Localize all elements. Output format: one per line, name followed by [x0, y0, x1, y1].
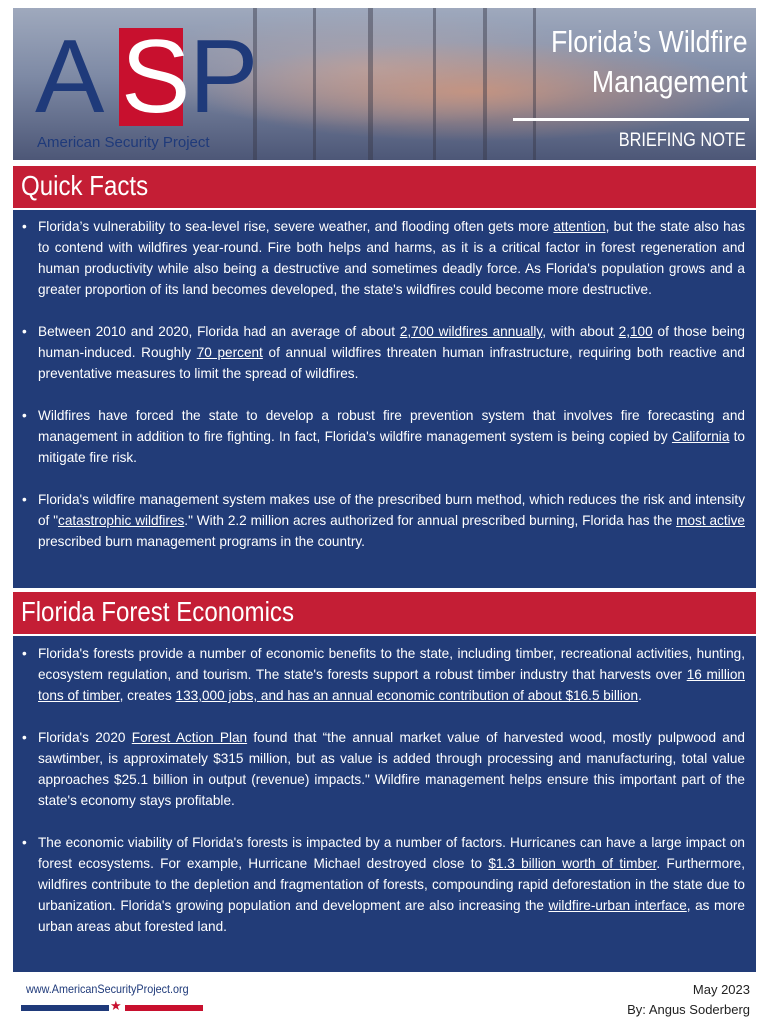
title-line-1: Florida’s Wildfire: [551, 24, 748, 59]
hyperlink[interactable]: catastrophic wildfires: [58, 513, 185, 528]
header-banner: [13, 8, 756, 160]
bullet-text: , with about: [542, 324, 619, 339]
asp-logo: [21, 19, 259, 135]
tree-trunk-decor: [433, 8, 436, 160]
section-heading-text: Quick Facts: [21, 170, 149, 201]
bullet-text: Florida's 2020: [38, 730, 132, 745]
tree-trunk-decor: [533, 8, 536, 160]
bullet-text: Florida's forests provide a number of economic benefits to the state, including timber, recreational activities, hunting, ecosystem regulation, and tourism. The state's forests support a robust timber industry that harvests over: [38, 646, 745, 682]
bullet-text: of annual wildfires threaten human infrastructure, requiring both reactive and preventative measures to limit the spread of wildfires.: [38, 345, 745, 381]
hyperlink[interactable]: 2,700 wildfires annually: [399, 324, 543, 339]
section-body-quick-facts: [13, 210, 756, 588]
hyperlink[interactable]: 2,100: [618, 324, 653, 339]
bullet-text: prescribed burn management programs in the country.: [38, 534, 365, 549]
bullet-item: [38, 321, 745, 384]
logo-letter-s: S: [121, 19, 191, 135]
star-icon: ★: [110, 998, 122, 1013]
section-heading-forest-economics: [13, 592, 756, 634]
bullet-item: [38, 832, 745, 937]
logo-letter-a: A: [35, 19, 105, 135]
hyperlink[interactable]: wildfire-urban interface: [548, 898, 687, 913]
footer-website-link[interactable]: www.AmericanSecurityProject.org: [26, 982, 189, 996]
bullet-text: , as more urban areas abut forested land.: [38, 898, 745, 934]
tree-trunk-decor: [483, 8, 487, 160]
logo-letter-p: P: [189, 19, 259, 135]
section-body-forest-economics: [13, 636, 756, 972]
title-line-2: Management: [592, 64, 748, 99]
bullet-text: Florida's wildfire management system makes use of the prescribed burn method, which reduces the risk and intensity of ": [38, 492, 745, 528]
section-heading-text: Florida Forest Economics: [21, 596, 294, 627]
bullet-text: found that “the annual market value of harvested wood, mostly pulpwood and sawtimber, is approximately $315 million, but as value is added through processing and manufacturing, total value approaches $25.1 billion in output (revenue) impacts." Wildfire management helps ensure this important part of the state's economy stays profitable.: [38, 730, 745, 808]
flag-blue-stripe: [21, 1005, 109, 1011]
bullet-text: , creates: [119, 688, 176, 703]
hyperlink[interactable]: 70 percent: [196, 345, 263, 360]
hyperlink[interactable]: 133,000 jobs, and has an annual economic contribution of about $16.5 billion: [175, 688, 639, 703]
bullet-list: [13, 636, 756, 937]
bullet-text: to mitigate fire risk.: [38, 429, 745, 465]
flag-stripe-decor: [21, 998, 203, 1013]
title-divider: [513, 118, 749, 121]
bullet-text: of those being human-induced. Roughly: [38, 324, 745, 360]
bullet-text: Wildfires have forced the state to develop a robust fire prevention system that involves fire forecasting and management in addition to fire fighting. In fact, Florida's wildfire management system is being copied by: [38, 408, 745, 444]
bullet-item: [38, 727, 745, 811]
author-byline: By: Angus Soderberg: [627, 1002, 750, 1017]
bullet-list: [13, 210, 756, 552]
tree-trunk-decor: [313, 8, 316, 160]
bullet-text: The economic viability of Florida's forests is impacted by a number of factors. Hurricanes can have a large impact on forest ecosystems. For example, Hurricane Michael destroyed close to: [38, 835, 745, 871]
hyperlink[interactable]: $1.3 billion worth of timber: [488, 856, 657, 871]
hyperlink[interactable]: attention: [553, 219, 606, 234]
bullet-text: Between 2010 and 2020, Florida had an average of about: [38, 324, 400, 339]
hyperlink[interactable]: 16 million tons of timber: [38, 667, 745, 703]
bullet-item: [38, 216, 745, 300]
bullet-text: .: [638, 688, 642, 703]
publication-date: May 2023: [692, 982, 750, 997]
hyperlink[interactable]: most active: [676, 513, 745, 528]
hyperlink[interactable]: California: [671, 429, 730, 444]
bullet-text: Florida’s vulnerability to sea-level rise, severe weather, and flooding often gets more: [38, 219, 554, 234]
logo-subtitle: American Security Project: [37, 134, 210, 151]
document-title: [551, 22, 748, 102]
bullet-text: ." With 2.2 million acres authorized for annual prescribed burning, Florida has the: [184, 513, 677, 528]
tree-trunk-decor: [368, 8, 373, 160]
flag-red-stripe: [125, 1005, 203, 1011]
bullet-text: . Furthermore, wildfires contribute to the depletion and fragmentation of forests, compounding rapid deforestation in the state due to urbanization. Florida's growing population and development are also increasing the: [38, 856, 745, 913]
footer-meta: [627, 980, 750, 1020]
bullet-item: [38, 405, 745, 468]
hyperlink[interactable]: Forest Action Plan: [131, 730, 248, 745]
section-heading-quick-facts: [13, 166, 756, 208]
bullet-text: , but the state also has to contend with wildfires year-round. Fire both helps and harms, as it is a critical factor in forest regeneration and human productivity while also being a destructive and sometimes deadly force. As Florida's population grows and a greater proportion of its land becomes developed, the state's wildfires could become more destructive.: [38, 219, 745, 297]
bullet-item: [38, 643, 745, 706]
bullet-item: [38, 489, 745, 552]
document-type: BRIEFING NOTE: [618, 130, 746, 151]
